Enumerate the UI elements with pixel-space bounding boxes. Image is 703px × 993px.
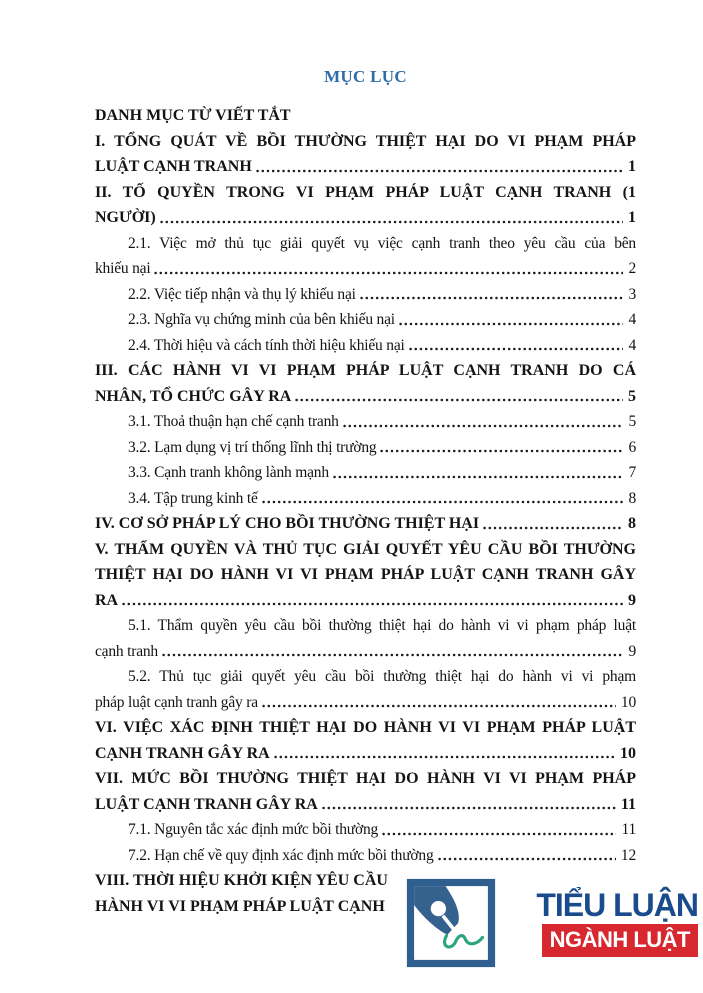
toc-line bbox=[95, 256, 636, 282]
dot-leader bbox=[161, 639, 623, 665]
dot-leader bbox=[437, 843, 616, 869]
toc-entry bbox=[95, 103, 636, 129]
toc-entry bbox=[95, 766, 636, 817]
toc-entry bbox=[95, 358, 636, 409]
toc-line bbox=[95, 282, 636, 308]
toc-line bbox=[95, 333, 636, 359]
toc-line: DANH MỤC TỪ VIẾT TẮT bbox=[95, 107, 291, 124]
toc-entry bbox=[95, 486, 636, 512]
toc-entry bbox=[95, 180, 636, 231]
toc-line bbox=[95, 205, 636, 231]
toc-line: 5.2. Thủ tục giải quyết yêu cầu bồi thường thiệt hại do hành vi vi phạm bbox=[128, 668, 636, 685]
page-number: 3 bbox=[628, 285, 636, 303]
toc-line: VI. VIỆC XÁC ĐỊNH THIỆT HẠI DO HÀNH VI VI PHẠM PHÁP LUẬT bbox=[95, 719, 636, 736]
toc-line-text: 3.2. Lạm dụng vị trí thống lĩnh thị trường bbox=[128, 438, 377, 456]
toc-line-text: NGƯỜI) bbox=[95, 209, 156, 226]
toc-line-text: 3.3. Cạnh tranh không lành mạnh bbox=[128, 464, 329, 481]
page-number: 12 bbox=[620, 846, 636, 864]
toc-line: V. THẨM QUYỀN VÀ THỦ TỤC GIẢI QUYẾT YÊU CẦU BỒI THƯỜNG bbox=[95, 540, 636, 558]
toc-entry bbox=[95, 817, 636, 843]
page-number: 1 bbox=[628, 158, 636, 175]
toc-line bbox=[95, 511, 636, 537]
toc-line-text: LUẬT CẠNH TRANH GÂY RA bbox=[95, 795, 318, 813]
toc-line-text: 3.1. Thoả thuận hạn chế cạnh tranh bbox=[128, 413, 339, 430]
dot-leader bbox=[261, 690, 616, 716]
toc-line-text: 2.2. Việc tiếp nhận và thụ lý khiếu nại bbox=[128, 285, 356, 303]
dot-leader bbox=[482, 511, 623, 537]
toc-entry bbox=[95, 715, 636, 766]
dot-leader bbox=[121, 588, 623, 614]
toc-line: THIỆT HẠI DO HÀNH VI VI PHẠM PHÁP LUẬT CẠNH TRANH GÂY bbox=[95, 566, 636, 583]
toc-entry bbox=[95, 435, 636, 461]
toc-line-text: IV. CƠ SỞ PHÁP LÝ CHO BỒI THƯỜNG THIỆT HẠI bbox=[95, 515, 480, 532]
table-of-contents bbox=[95, 103, 636, 919]
toc-line: II. TỐ QUYỀN TRONG VI PHẠM PHÁP LUẬT CẠNH TRANH (1 bbox=[95, 183, 636, 201]
toc-line: HÀNH VI VI PHẠM PHÁP LUẬT CẠNH bbox=[95, 897, 385, 915]
dot-leader bbox=[255, 154, 623, 180]
toc-entry bbox=[95, 129, 636, 180]
page-number: 8 bbox=[628, 489, 636, 507]
toc-line-text: pháp luật cạnh tranh gây ra bbox=[95, 693, 258, 711]
toc-line bbox=[95, 486, 636, 512]
toc-line bbox=[95, 741, 636, 767]
page-number: 7 bbox=[628, 464, 636, 481]
toc-line: III. CÁC HÀNH VI VI PHẠM PHÁP LUẬT CẠNH TRANH DO CÁ bbox=[95, 362, 636, 379]
toc-entry bbox=[95, 333, 636, 359]
toc-line bbox=[95, 154, 636, 180]
toc-line-text: RA bbox=[95, 591, 119, 609]
page-number: 5 bbox=[628, 387, 636, 405]
publisher-watermark bbox=[406, 866, 698, 978]
toc-line bbox=[95, 817, 636, 843]
toc-line-text: NHÂN, TỔ CHỨC GÂY RA bbox=[95, 387, 292, 405]
toc-line-text: 3.4. Tập trung kinh tế bbox=[128, 489, 258, 507]
dot-leader bbox=[294, 384, 623, 410]
toc-line: I. TỔNG QUÁT VỀ BỒI THƯỜNG THIỆT HẠI DO VI PHẠM PHÁP bbox=[95, 132, 636, 150]
page-number: 1 bbox=[628, 209, 636, 226]
toc-entry bbox=[95, 511, 636, 537]
toc-entry bbox=[95, 613, 636, 664]
toc-line bbox=[95, 409, 636, 435]
dot-leader bbox=[332, 460, 624, 486]
toc-line bbox=[95, 843, 636, 869]
toc-line bbox=[95, 792, 636, 818]
page-number: 10 bbox=[620, 744, 636, 762]
toc-line: 5.1. Thẩm quyền yêu cầu bồi thường thiệt hại do hành vi vi phạm pháp luật bbox=[128, 617, 636, 634]
dot-leader bbox=[342, 409, 624, 435]
dot-leader bbox=[408, 333, 624, 359]
dot-leader bbox=[321, 792, 616, 818]
toc-line bbox=[95, 639, 636, 665]
toc-entry bbox=[95, 460, 636, 486]
toc-line-text: CẠNH TRANH GÂY RA bbox=[95, 744, 270, 762]
page-number: 9 bbox=[628, 642, 636, 660]
page-number: 2 bbox=[628, 260, 636, 277]
toc-line-text: 2.3. Nghĩa vụ chứng minh của bên khiếu nại bbox=[128, 311, 395, 328]
toc-line bbox=[95, 460, 636, 486]
toc-line-text: 7.2. Hạn chế về quy định xác định mức bồi thường bbox=[128, 846, 434, 864]
dot-leader bbox=[153, 256, 623, 282]
toc-entry bbox=[95, 843, 636, 869]
page-number: 9 bbox=[628, 591, 636, 609]
dot-leader bbox=[359, 282, 624, 308]
toc-line bbox=[95, 435, 636, 461]
page-number: 10 bbox=[620, 693, 636, 711]
page-content bbox=[95, 64, 636, 919]
dot-leader bbox=[273, 741, 615, 767]
page-number: 8 bbox=[628, 515, 636, 532]
toc-line-text: cạnh tranh bbox=[95, 642, 158, 660]
toc-line bbox=[95, 307, 636, 333]
toc-line bbox=[95, 588, 636, 614]
page-number: 5 bbox=[628, 413, 636, 430]
watermark-brand-text: TIỂU LUẬN bbox=[536, 887, 698, 923]
pen-nib-icon bbox=[406, 878, 496, 968]
dot-leader bbox=[379, 435, 623, 461]
toc-line-text: LUẬT CẠNH TRANH bbox=[95, 158, 252, 175]
dot-leader bbox=[159, 205, 623, 231]
watermark-text-block bbox=[496, 866, 698, 957]
page-number: 11 bbox=[620, 795, 636, 813]
dot-leader bbox=[381, 817, 616, 843]
toc-line bbox=[95, 690, 636, 716]
dot-leader bbox=[261, 486, 624, 512]
toc-entry bbox=[95, 537, 636, 614]
toc-line-text: khiếu nại bbox=[95, 260, 151, 277]
toc-entry bbox=[95, 307, 636, 333]
page-number: 6 bbox=[628, 438, 636, 456]
toc-entry bbox=[95, 409, 636, 435]
page-number: 4 bbox=[628, 336, 636, 354]
page-number: 11 bbox=[621, 821, 636, 838]
toc-line-text: 2.4. Thời hiệu và cách tính thời hiệu khiếu nại bbox=[128, 336, 405, 354]
toc-line: 2.1. Việc mở thủ tục giải quyết vụ việc cạnh tranh theo yêu cầu của bên bbox=[128, 234, 636, 252]
dot-leader bbox=[398, 307, 624, 333]
toc-entry bbox=[95, 664, 636, 715]
toc-line: VII. MỨC BỒI THƯỜNG THIỆT HẠI DO HÀNH VI VI PHẠM PHÁP bbox=[95, 770, 636, 787]
page-title: MỤC LỤC bbox=[324, 67, 407, 86]
toc-line: VIII. THỜI HIỆU KHỞI KIỆN YÊU CẦU bbox=[95, 872, 388, 889]
watermark-badge: NGÀNH LUẬT bbox=[542, 924, 698, 957]
page-number: 4 bbox=[628, 311, 636, 328]
toc-entry bbox=[95, 282, 636, 308]
toc-entry bbox=[95, 231, 636, 282]
toc-line-text: 7.1. Nguyên tắc xác định mức bồi thường bbox=[128, 821, 379, 838]
toc-line bbox=[95, 384, 636, 410]
